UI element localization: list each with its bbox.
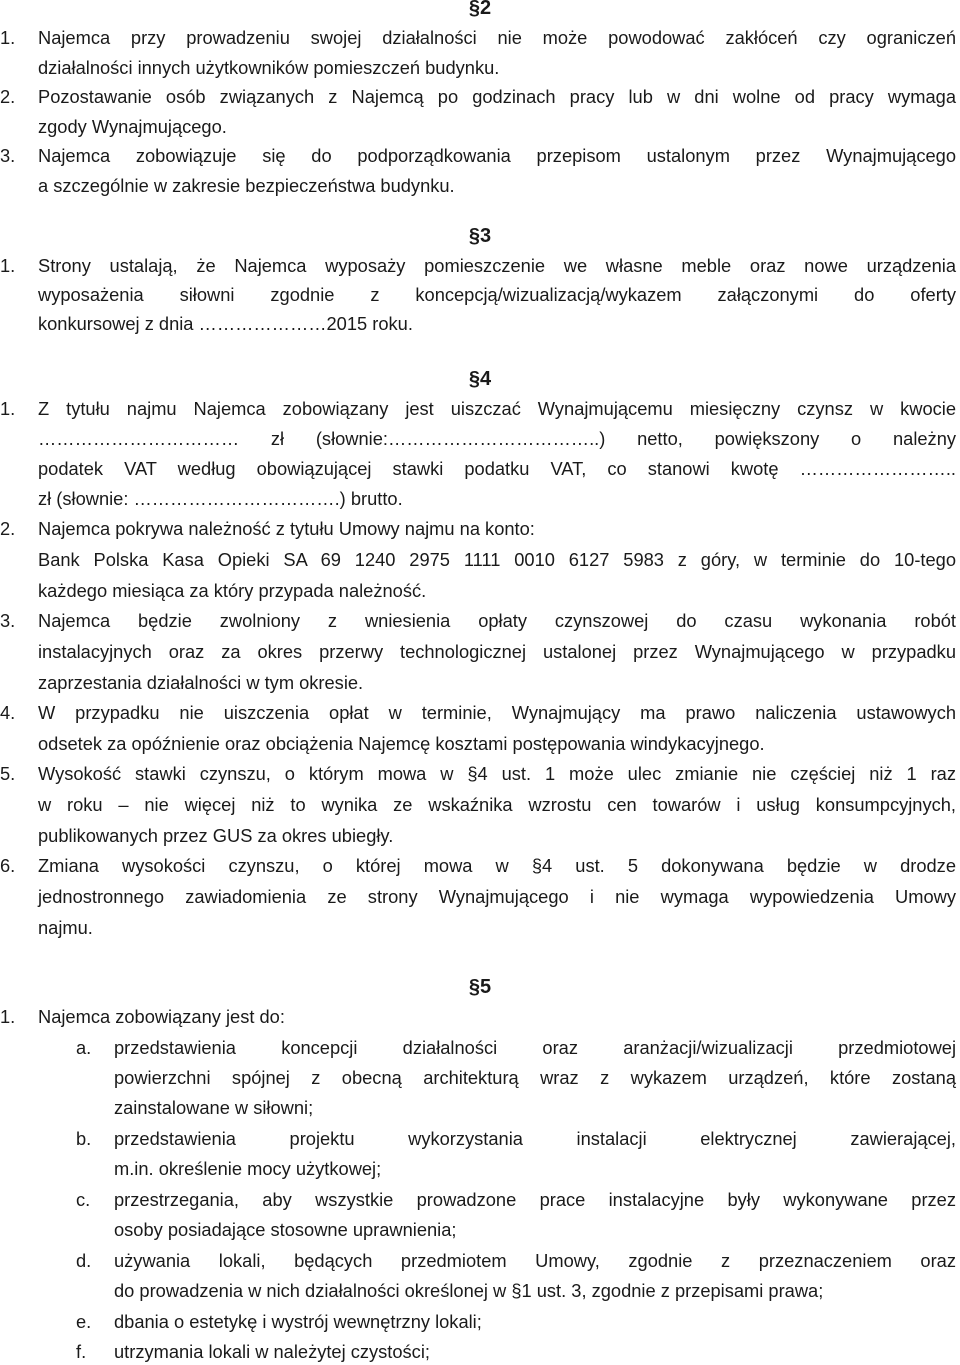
sub-item-text: zainstalowane w siłowni;	[114, 1097, 314, 1118]
item-text: instalacyjnych oraz za okres przerwy technologicznej ustalonej przez Wynajmującego w przypadku	[38, 641, 956, 662]
bank-account-text: Bank Polska Kasa Opieki SA 69 1240 2975 1111 0010 6127 5983 z góry, w terminie do 10-tego	[38, 549, 956, 570]
item-number: 3.	[0, 610, 16, 631]
item-text: a szczególnie w zakresie bezpieczeństwa budynku.	[38, 175, 455, 196]
sub-item-text: przestrzegania, aby wszystkie prowadzone prace instalacyjne były wykonywane przez	[114, 1189, 956, 1210]
item-text: każdego miesiąca za który przypada należność.	[38, 580, 427, 601]
item-text: zaprzestania działalności w tym okresie.	[38, 672, 364, 693]
item-text: Z tytułu najmu Najemca zobowiązany jest uiszczać Wynajmującemu miesięczny czynsz w kwocie	[38, 398, 956, 419]
section-heading-3: §3	[468, 225, 492, 247]
item-text: Zmiana wysokości czynszu, o której mowa w §4 ust. 5 dokonywana będzie w drodze	[38, 855, 956, 876]
item-number: 1.	[0, 27, 16, 48]
sub-item-letter: f.	[76, 1341, 87, 1362]
item-text: odsetek za opóźnienie oraz obciążenia Najemcę kosztami postępowania windykacyjnego.	[38, 733, 765, 754]
item-text: podatek VAT według obowiązującej stawki podatku VAT, co stanowi kwotę ……………………..	[38, 458, 956, 479]
item-text: publikowanych przez GUS za okres ubiegły.	[38, 825, 394, 846]
item-text: Strony ustalają, że Najemca wyposaży pomieszczenie we własne meble oraz nowe urządzenia	[38, 255, 956, 276]
item-text: Pozostawanie osób związanych z Najemcą po godzinach pracy lub w dni wolne od pracy wymaga	[38, 86, 956, 107]
item-number: 2.	[0, 86, 16, 107]
sub-item-text: powierzchni spójnej z obecną architekturą wraz z wykazem urządzeń, które zostaną	[114, 1067, 956, 1088]
section-heading-5: §5	[468, 976, 492, 998]
item-text: najmu.	[38, 917, 93, 938]
item-text: wyposażenia siłowni zgodnie z koncepcją/wizualizacją/wykazem załączonymi do oferty	[38, 284, 956, 305]
item-number: 3.	[0, 145, 16, 166]
item-text: zgody Wynajmującego.	[38, 116, 227, 137]
sub-item-letter: d.	[76, 1250, 92, 1271]
item-text: zł (słownie: …………………………….) brutto.	[38, 488, 403, 509]
item-text: W przypadku nie uiszczenia opłat w terminie, Wynajmujący ma prawo naliczenia ustawowych	[38, 702, 956, 723]
item-number: 1.	[0, 1006, 16, 1027]
item-text: Najemca zobowiązuje się do podporządkowania przepisom ustalonym przez Wynajmującego	[38, 145, 956, 166]
sub-item-text: dbania o estetykę i wystrój wewnętrzny lokali;	[114, 1311, 482, 1332]
sub-item-text: do prowadzenia w nich działalności określonej w §1 ust. 3, zgodnie z przepisami prawa;	[114, 1280, 824, 1301]
sub-item-text: m.in. określenie mocy użytkowej;	[114, 1158, 382, 1179]
sub-item-letter: b.	[76, 1128, 92, 1149]
sub-item-text: utrzymania lokali w należytej czystości;	[114, 1341, 430, 1362]
section-heading-4: §4	[468, 368, 492, 390]
item-text: działalności innych użytkowników pomieszczeń budynku.	[38, 57, 500, 78]
item-number: 2.	[0, 518, 16, 539]
item-number: 1.	[0, 255, 16, 276]
item-text: w roku – nie więcej niż to wynika ze wskaźnika wzrostu cen towarów i usług konsumpcyjnych,	[38, 794, 956, 815]
item-text: jednostronnego zawiadomienia ze strony Wynajmującego i nie wymaga wypowiedzenia Umowy	[38, 886, 956, 907]
item-number: 4.	[0, 702, 16, 723]
item-text: konkursowej z dnia …………………2015 roku.	[38, 313, 413, 334]
item-text: Najemca zobowiązany jest do:	[38, 1006, 285, 1027]
sub-item-text: przedstawienia projektu wykorzystania instalacji elektrycznej zawierającej,	[114, 1128, 956, 1149]
item-text: Najemca będzie zwolniony z wniesienia opłaty czynszowej do czasu wykonania robót	[38, 610, 956, 631]
section-heading-2: §2	[468, 0, 492, 19]
sub-item-letter: c.	[76, 1189, 91, 1210]
item-text: …………………………… zł (słownie:……………………………..) netto, powiększony o należny	[38, 428, 956, 449]
item-number: 6.	[0, 855, 16, 876]
sub-item-text: przedstawienia koncepcji działalności oraz aranżacji/wizualizacji przedmiotowej	[114, 1037, 956, 1058]
item-text: Wysokość stawki czynszu, o którym mowa w §4 ust. 1 może ulec zmianie nie częściej niż 1 raz	[38, 763, 956, 784]
sub-item-text: osoby posiadające stosowne uprawnienia;	[114, 1219, 457, 1240]
item-number: 1.	[0, 398, 16, 419]
item-number: 5.	[0, 763, 16, 784]
item-text: Najemca pokrywa należność z tytułu Umowy najmu na konto:	[38, 518, 535, 539]
sub-item-letter: e.	[76, 1311, 92, 1332]
item-text: Najemca przy prowadzeniu swojej działalności nie może powodować zakłóceń czy ograniczeń	[38, 27, 956, 48]
sub-item-text: używania lokali, będących przedmiotem Umowy, zgodnie z przeznaczeniem oraz	[114, 1250, 956, 1271]
sub-item-letter: a.	[76, 1037, 92, 1058]
